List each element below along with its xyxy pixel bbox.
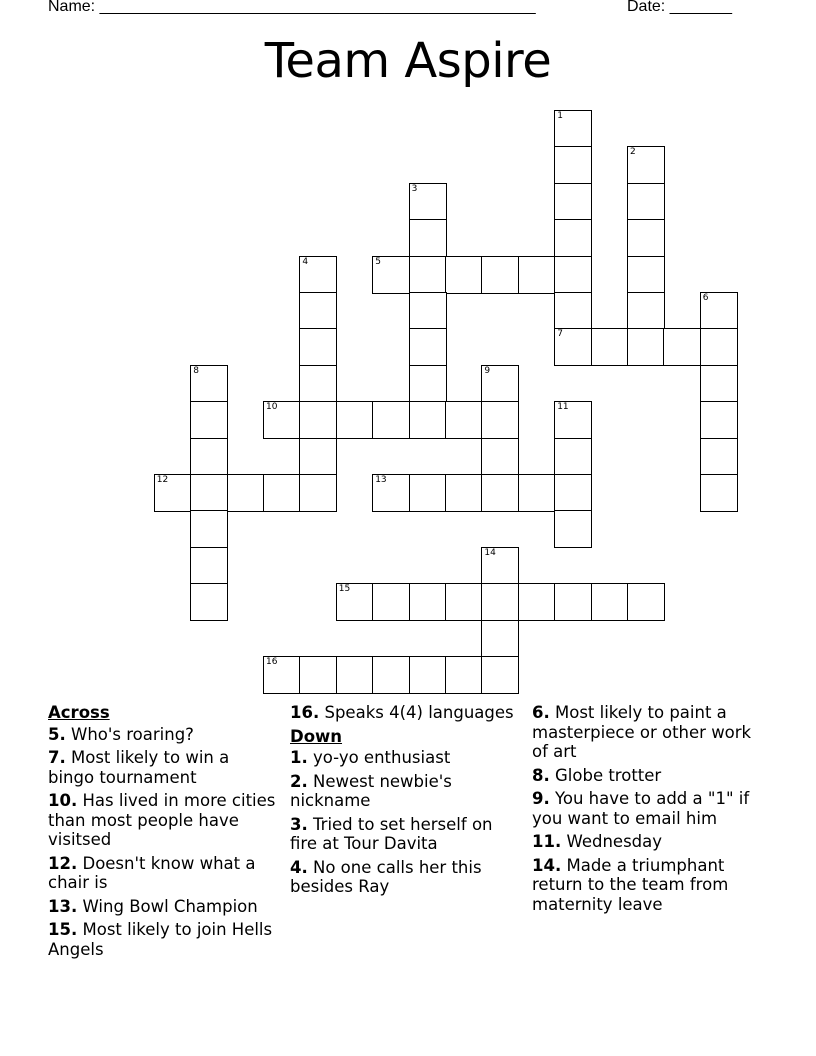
grid-cell[interactable] bbox=[372, 656, 410, 694]
grid-cell[interactable] bbox=[627, 256, 665, 294]
grid-cell[interactable] bbox=[627, 328, 665, 366]
grid-cell[interactable] bbox=[299, 292, 337, 330]
grid-cell[interactable] bbox=[409, 365, 447, 403]
grid-cell[interactable] bbox=[554, 510, 592, 548]
clue-down-3 bbox=[290, 815, 522, 854]
grid-cell[interactable] bbox=[299, 474, 337, 512]
cell-number: 11 bbox=[557, 402, 569, 413]
grid-cell[interactable] bbox=[299, 365, 337, 403]
clue-number: 8. bbox=[532, 765, 550, 785]
cell-number: 2 bbox=[630, 147, 636, 158]
grid-cell[interactable] bbox=[700, 401, 738, 439]
clue-across-12 bbox=[48, 854, 280, 893]
page-title: Team Aspire bbox=[264, 33, 552, 89]
grid-cell[interactable] bbox=[554, 583, 592, 621]
grid-cell[interactable] bbox=[663, 328, 701, 366]
grid-cell[interactable] bbox=[190, 474, 228, 512]
grid-cell[interactable] bbox=[299, 656, 337, 694]
grid-cell[interactable] bbox=[372, 583, 410, 621]
clue-down-14 bbox=[532, 856, 764, 915]
grid-cell[interactable] bbox=[299, 438, 337, 476]
grid-cell[interactable] bbox=[627, 219, 665, 257]
grid-cell[interactable] bbox=[481, 365, 519, 403]
clue-column-3 bbox=[532, 703, 764, 918]
grid-cell[interactable] bbox=[445, 583, 483, 621]
clue-text: Speaks 4(4) languages bbox=[324, 703, 514, 722]
grid-cell[interactable] bbox=[554, 401, 592, 439]
clue-down-1 bbox=[290, 748, 522, 768]
clue-text: Doesn't know what a chair is bbox=[48, 853, 256, 892]
clue-text: Wing Bowl Champion bbox=[82, 896, 258, 916]
clue-number: 16. bbox=[290, 703, 320, 722]
grid-cell[interactable] bbox=[409, 219, 447, 257]
clue-text: No one calls her this besides Ray bbox=[290, 857, 482, 896]
clue-text: You have to add a "1" if you want to email him bbox=[532, 789, 750, 828]
clue-number: 9. bbox=[532, 789, 550, 808]
grid-cell[interactable] bbox=[409, 401, 447, 439]
grid-cell[interactable] bbox=[700, 328, 738, 366]
grid-cell[interactable] bbox=[627, 146, 665, 184]
grid-cell[interactable] bbox=[190, 401, 228, 439]
grid-cell[interactable] bbox=[336, 656, 374, 694]
clue-text: Most likely to paint a masterpiece or other work of art bbox=[532, 703, 752, 761]
date-field[interactable]: Date: _______ bbox=[627, 0, 732, 15]
grid-cell[interactable] bbox=[700, 438, 738, 476]
clue-column-1 bbox=[48, 703, 280, 963]
grid-cell[interactable] bbox=[481, 547, 519, 585]
grid-cell[interactable] bbox=[445, 401, 483, 439]
grid-cell[interactable] bbox=[554, 438, 592, 476]
grid-cell[interactable] bbox=[627, 183, 665, 221]
grid-cell[interactable] bbox=[299, 401, 337, 439]
grid-cell[interactable] bbox=[227, 474, 265, 512]
grid-cell[interactable] bbox=[700, 474, 738, 512]
grid-cell[interactable] bbox=[336, 401, 374, 439]
grid-cell[interactable] bbox=[554, 219, 592, 257]
grid-cell[interactable] bbox=[263, 401, 301, 439]
clue-number: 14. bbox=[532, 855, 562, 875]
grid-cell[interactable] bbox=[518, 583, 556, 621]
clue-number: 11. bbox=[532, 832, 562, 851]
cell-number: 4 bbox=[302, 256, 309, 267]
clue-text: Globe trotter bbox=[555, 765, 662, 785]
clue-text: Made a triumphant return to the team from maternity leave bbox=[532, 855, 729, 914]
clue-number: 1. bbox=[290, 748, 308, 767]
grid-cell[interactable] bbox=[554, 146, 592, 184]
across-heading: Across bbox=[48, 703, 110, 722]
grid-cell[interactable] bbox=[481, 583, 519, 621]
grid-cell[interactable] bbox=[263, 474, 301, 512]
grid-cell[interactable] bbox=[190, 547, 228, 585]
grid-cell[interactable] bbox=[154, 474, 192, 512]
cell-number: 9 bbox=[484, 365, 491, 376]
grid-cell[interactable] bbox=[336, 583, 374, 621]
cell-number: 16 bbox=[266, 657, 278, 667]
clue-number: 2. bbox=[290, 771, 308, 791]
clue-down-2 bbox=[290, 772, 522, 811]
clue-text: Newest newbie's nickname bbox=[290, 771, 452, 810]
grid-cell[interactable] bbox=[409, 183, 447, 221]
grid-cell[interactable] bbox=[409, 583, 447, 621]
clue-number: 5. bbox=[48, 724, 66, 744]
clue-number: 6. bbox=[532, 703, 550, 722]
cell-number: 1 bbox=[557, 111, 563, 121]
cell-number: 7 bbox=[557, 329, 563, 340]
grid-cell[interactable] bbox=[409, 256, 447, 294]
clue-number: 7. bbox=[48, 748, 66, 767]
grid-cell[interactable] bbox=[627, 583, 665, 621]
clue-number: 10. bbox=[48, 791, 78, 810]
clue-text: Has lived in more cities than most people have visitsed bbox=[48, 791, 276, 849]
clue-text: Wednesday bbox=[566, 832, 663, 851]
grid-cell[interactable] bbox=[372, 256, 410, 294]
grid-cell[interactable] bbox=[700, 365, 738, 403]
grid-cell[interactable] bbox=[554, 474, 592, 512]
cell-number: 10 bbox=[266, 402, 278, 413]
grid-cell[interactable] bbox=[409, 292, 447, 330]
grid-cell[interactable] bbox=[554, 110, 592, 148]
grid-cell[interactable] bbox=[481, 256, 519, 294]
grid-cell[interactable] bbox=[409, 328, 447, 366]
down-heading: Down bbox=[290, 726, 343, 746]
clue-across-15 bbox=[48, 920, 280, 959]
clue-across-16 bbox=[290, 703, 522, 723]
clue-text: Most likely to join Hells Angels bbox=[48, 920, 273, 959]
grid-cell[interactable] bbox=[372, 474, 410, 512]
grid-cell[interactable] bbox=[481, 438, 519, 476]
grid-cell[interactable] bbox=[409, 474, 447, 512]
clue-across-10 bbox=[48, 791, 280, 850]
grid-cell[interactable] bbox=[299, 256, 337, 294]
grid-cell[interactable] bbox=[518, 474, 556, 512]
clue-number: 13. bbox=[48, 896, 78, 916]
grid-cell[interactable] bbox=[299, 328, 337, 366]
grid-cell[interactable] bbox=[554, 292, 592, 330]
grid-cell[interactable] bbox=[445, 474, 483, 512]
grid-cell[interactable] bbox=[409, 656, 447, 694]
grid-cell[interactable] bbox=[591, 583, 629, 621]
grid-cell[interactable] bbox=[190, 438, 228, 476]
cell-number: 12 bbox=[156, 475, 169, 485]
clue-across-13 bbox=[48, 897, 280, 917]
cell-number: 13 bbox=[375, 475, 387, 485]
clue-down-11 bbox=[532, 832, 764, 852]
clue-text: Most likely to win a bingo tournament bbox=[48, 748, 230, 787]
grid-cell[interactable] bbox=[445, 656, 483, 694]
clue-number: 4. bbox=[290, 857, 308, 877]
clue-number: 3. bbox=[290, 814, 308, 834]
clue-down-6 bbox=[532, 703, 764, 762]
grid-cell[interactable] bbox=[190, 510, 228, 548]
clue-text: Tried to set herself on fire at Tour Davita bbox=[290, 814, 493, 853]
clue-number: 15. bbox=[48, 920, 78, 939]
clue-column-2 bbox=[290, 703, 522, 901]
clue-text: Who's roaring? bbox=[71, 724, 194, 744]
clue-across-7 bbox=[48, 748, 280, 787]
grid-cell[interactable] bbox=[481, 620, 519, 658]
clue-number: 12. bbox=[48, 853, 78, 873]
cell-number: 5 bbox=[375, 256, 381, 267]
clue-down-4 bbox=[290, 858, 522, 897]
clue-across-5 bbox=[48, 725, 280, 745]
grid-cell[interactable] bbox=[481, 401, 519, 439]
grid-cell[interactable] bbox=[554, 328, 592, 366]
cell-number: 8 bbox=[193, 365, 199, 376]
grid-cell[interactable] bbox=[700, 292, 738, 330]
grid-cell[interactable] bbox=[627, 292, 665, 330]
grid-cell[interactable] bbox=[263, 656, 301, 694]
cell-number: 15 bbox=[338, 584, 351, 595]
grid-cell[interactable] bbox=[190, 583, 228, 621]
grid-cell[interactable] bbox=[554, 256, 592, 294]
grid-cell[interactable] bbox=[190, 365, 228, 403]
grid-cell[interactable] bbox=[518, 256, 556, 294]
grid-cell[interactable] bbox=[554, 183, 592, 221]
grid-cell[interactable] bbox=[445, 256, 483, 294]
cell-number: 14 bbox=[484, 547, 496, 558]
cell-number: 6 bbox=[702, 293, 709, 303]
cell-number: 3 bbox=[411, 183, 418, 194]
clue-text: yo-yo enthusiast bbox=[313, 748, 451, 767]
grid-cell[interactable] bbox=[481, 656, 519, 694]
grid-cell[interactable] bbox=[591, 328, 629, 366]
clue-down-8 bbox=[532, 766, 764, 786]
clue-down-9 bbox=[532, 789, 764, 828]
grid-cell[interactable] bbox=[372, 401, 410, 439]
grid-cell[interactable] bbox=[481, 474, 519, 512]
name-field[interactable]: Name: _________________________________________________ bbox=[48, 0, 536, 15]
